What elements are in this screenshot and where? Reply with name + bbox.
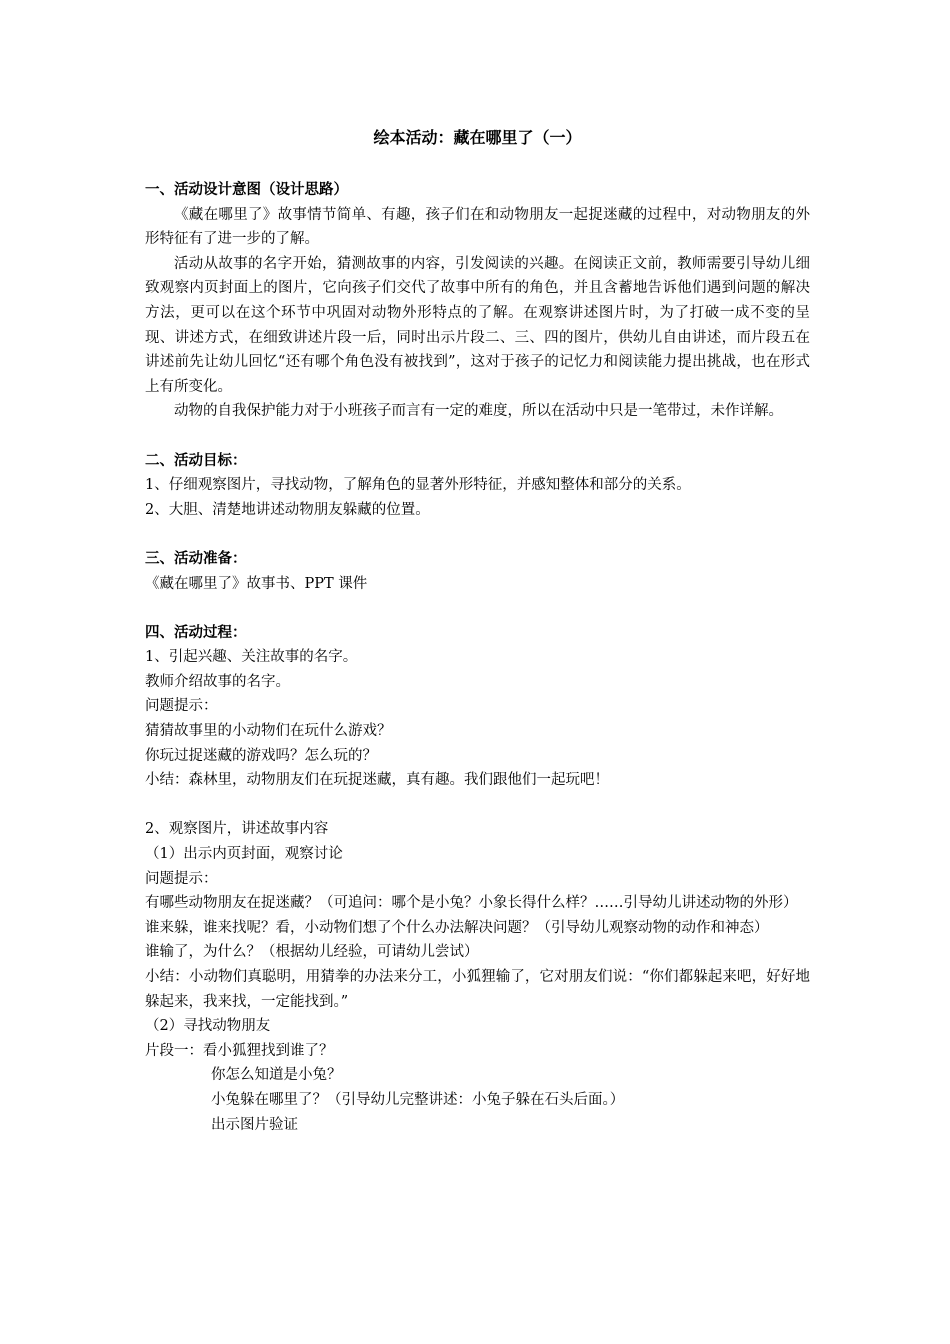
- step1-line-2: 问题提示：: [145, 698, 218, 715]
- segment1-line-2: 小兔躲在哪里了？（引导幼儿完整讲述：小兔子躲在石头后面。）: [211, 1091, 625, 1108]
- step2-summary: 小结：小动物们真聪明，用猜拳的办法来分工，小狐狸输了，它对朋友们说：“你们都躲起来吧，好好地躲起来，我来找，一定能找到。”: [145, 969, 810, 1010]
- document-page: [145, 126, 810, 1137]
- step1-line-3: 猜猜故事里的小动物们在玩什么游戏？: [145, 723, 392, 740]
- section1-paragraph-3: 动物的自我保护能力对于小班孩子而言有一定的难度，所以在活动中只是一笔带过，未作详解。: [174, 403, 783, 420]
- document-title: 绘本活动：藏在哪里了（一）: [373, 128, 582, 147]
- goal-item-2: 2、大胆、清楚地讲述动物朋友躲藏的位置。: [145, 501, 430, 518]
- section2-heading: 二、活动目标：: [145, 451, 247, 469]
- step2-question-2: 谁来躲，谁来找呢？看，小动物们想了个什么办法解决问题？（引导幼儿观察动物的动作和神态）: [145, 919, 769, 936]
- spacer: [145, 596, 810, 621]
- section1-paragraph-2: 活动从故事的名字开始，猜测故事的内容，引发阅读的兴趣。在阅读正文前，教师需要引导幼儿细致观察内页封面上的图片，它向孩子们交代了故事中所有的角色，并且含蓄地告诉他们遇到问题的解决方法，更可以在这个环节中巩固对动物外形特点的了解。在观察讲述图片时，为了打破一成不变的呈现、讲述方式，在细致讲述片段一后，同时出示片段二、三、四的图片，供幼儿自由讲述，而片段五在讲述前先让幼儿回忆“还有哪个角色没有被找到”，这对于孩子的记忆力和阅读能力提出挑战，也在形式上有所变化。: [145, 255, 810, 395]
- segment1-first: 片段一：看小狐狸找到谁了？: [145, 1042, 334, 1059]
- step1-line-4: 你玩过捉迷藏的游戏吗？怎么玩的？: [145, 747, 377, 764]
- step1-summary: 小结：森林里，动物朋友们在玩捉迷藏，真有趣。我们跟他们一起玩吧！: [145, 772, 609, 789]
- step2-question-1: 有哪些动物朋友在捉迷藏？（可追问：哪个是小兔？小象长得什么样？……引导幼儿讲述动物的外形）: [145, 895, 798, 912]
- step2-title: 2、观察图片，讲述故事内容: [145, 821, 329, 838]
- step1-line-1: 教师介绍故事的名字。: [145, 673, 290, 690]
- spacer: [145, 793, 810, 818]
- section3-heading: 三、活动准备：: [145, 549, 247, 567]
- section1-heading: 一、活动设计意图（设计思路）: [145, 181, 348, 198]
- preparation-content: 《藏在哪里了》故事书、PPT 课件: [145, 575, 368, 592]
- step2-sub2: （2）寻找动物朋友: [145, 1018, 271, 1035]
- goal-item-1: 1、仔细观察图片，寻找动物，了解角色的显著外形特征，并感知整体和部分的关系。: [145, 477, 691, 494]
- section1-paragraph-1: 《藏在哪里了》故事情节简单、有趣，孩子们在和动物朋友一起捉迷藏的过程中，对动物朋友的外形特征有了进一步的了解。: [145, 206, 810, 248]
- step2-prompt: 问题提示：: [145, 870, 218, 887]
- step2-question-3: 谁输了，为什么？（根据幼儿经验，可请幼儿尝试）: [145, 944, 479, 961]
- segment1-line-1: 你怎么知道是小兔？: [211, 1067, 342, 1084]
- step1-title: 1、引起兴趣、关注故事的名字。: [145, 649, 358, 666]
- segment1-line-3: 出示图片验证: [211, 1116, 298, 1133]
- step2-sub1: （1）出示内页封面，观察讨论: [145, 846, 343, 863]
- spacer: [145, 424, 810, 449]
- spacer: [145, 522, 810, 547]
- section4-heading: 四、活动过程：: [145, 623, 247, 641]
